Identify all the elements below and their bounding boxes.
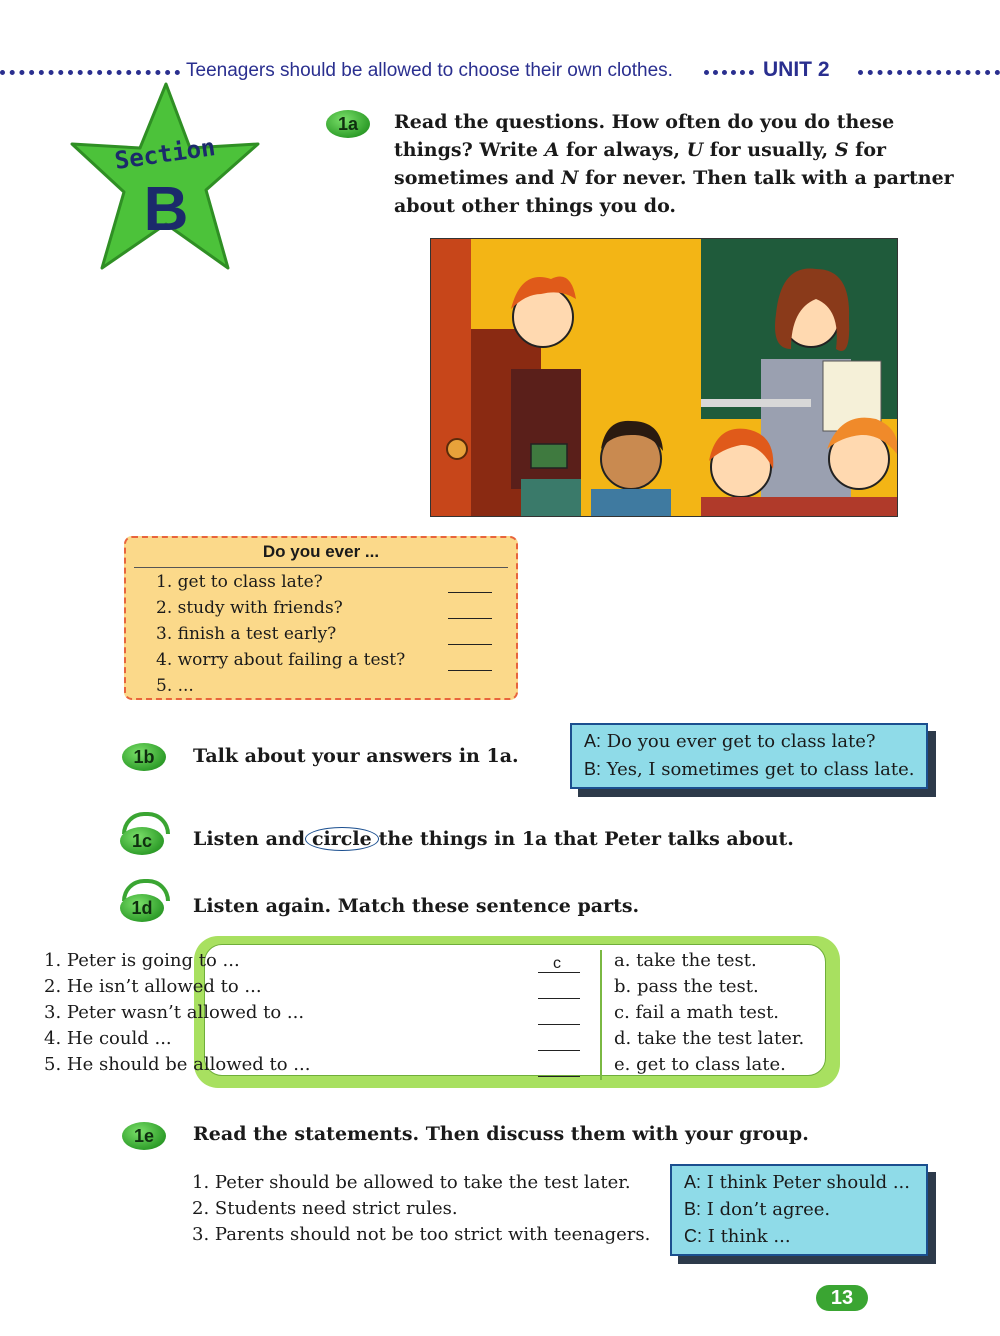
section-star-badge (66, 82, 262, 276)
exercise-1a-badge: 1a (326, 110, 370, 138)
match-right-item: e. get to class late. (614, 1054, 786, 1075)
match-blank[interactable] (538, 998, 580, 999)
classroom-scene (431, 239, 897, 516)
statement-item: 2. Students need strict rules. (192, 1198, 458, 1219)
match-left-item: 2. He isn’t allowed to ... (44, 976, 262, 997)
questionnaire-divider (134, 567, 508, 568)
answer-blank[interactable] (448, 670, 492, 671)
instruction-line: things? Write A for always, U for usually, S for (394, 139, 887, 161)
match-right-item: b. pass the test. (614, 976, 759, 997)
dialogue-box-1b (570, 723, 928, 789)
exercise-1b-badge: 1b (122, 743, 166, 771)
classroom-illustration (430, 238, 898, 517)
match-left-item: 1. Peter is going to ... (44, 950, 240, 971)
questionnaire-item: 2. study with friends? (156, 598, 343, 618)
exercise-1e-instruction: Read the statements. Then discuss them with your group. (193, 1123, 809, 1145)
circled-word: circle (305, 827, 379, 851)
dialogue-line: B: I don’t agree. (684, 1199, 831, 1220)
match-right-item: c. fail a math test. (614, 1002, 780, 1023)
instruction-line: Read the questions. How often do you do these (394, 111, 895, 133)
header-dots-left (0, 70, 180, 75)
match-left-item: 5. He should be allowed to ... (44, 1054, 311, 1075)
answer-blank[interactable] (448, 618, 492, 619)
matching-divider (600, 950, 602, 1080)
statement-item: 3. Parents should not be too strict with teenagers. (192, 1224, 651, 1245)
section-word: Section (112, 133, 218, 175)
match-blank[interactable] (538, 1024, 580, 1025)
questionnaire-item: 4. worry about failing a test? (156, 650, 406, 670)
header-dots-right (858, 70, 1000, 75)
questionnaire-box (124, 536, 518, 700)
section-letter: B (143, 175, 189, 244)
header-tagline: Teenagers should be allowed to choose their own clothes. (186, 60, 673, 81)
exercise-1a-instruction (394, 108, 954, 220)
exercise-1c-badge: 1c (120, 827, 164, 855)
dialogue-box-1e (670, 1164, 928, 1256)
questionnaire-title: Do you ever ... (262, 542, 380, 561)
dialogue-line: A: I think Peter should ... (684, 1172, 910, 1193)
exercise-1d-instruction: Listen again. Match these sentence parts. (193, 895, 640, 917)
dialogue-line: A: Do you ever get to class late? (584, 731, 876, 752)
instruction-line: sometimes and N for never. Then talk with a partner (394, 167, 954, 189)
questionnaire-item: 5. ... (156, 676, 194, 696)
questionnaire-item: 1. get to class late? (156, 572, 323, 592)
page-number: 13 (816, 1285, 868, 1311)
match-left-item: 3. Peter wasn’t allowed to ... (44, 1002, 305, 1023)
dialogue-line: B: Yes, I sometimes get to class late. (584, 759, 915, 780)
match-answer: c (553, 955, 561, 972)
match-blank[interactable] (538, 1076, 580, 1077)
dialogue-line: C: I think ... (684, 1226, 791, 1247)
exercise-1e-badge: 1e (122, 1122, 166, 1150)
match-blank[interactable] (538, 1050, 580, 1051)
exercise-1d-badge: 1d (120, 894, 164, 922)
match-left-item: 4. He could ... (44, 1028, 172, 1049)
questionnaire-item: 3. finish a test early? (156, 624, 337, 644)
unit-label: UNIT 2 (763, 58, 830, 81)
match-right-item: d. take the test later. (614, 1028, 805, 1049)
header-dots-middle (704, 70, 754, 75)
exercise-1c-instruction: Listen and circle the things in 1a that Peter talks about. (193, 828, 794, 850)
answer-blank[interactable] (448, 644, 492, 645)
instruction-line: about other things you do. (394, 195, 677, 217)
statement-item: 1. Peter should be allowed to take the test later. (192, 1172, 631, 1193)
answer-blank[interactable] (448, 592, 492, 593)
exercise-1b-instruction: Talk about your answers in 1a. (193, 745, 519, 767)
match-right-item: a. take the test. (614, 950, 757, 971)
